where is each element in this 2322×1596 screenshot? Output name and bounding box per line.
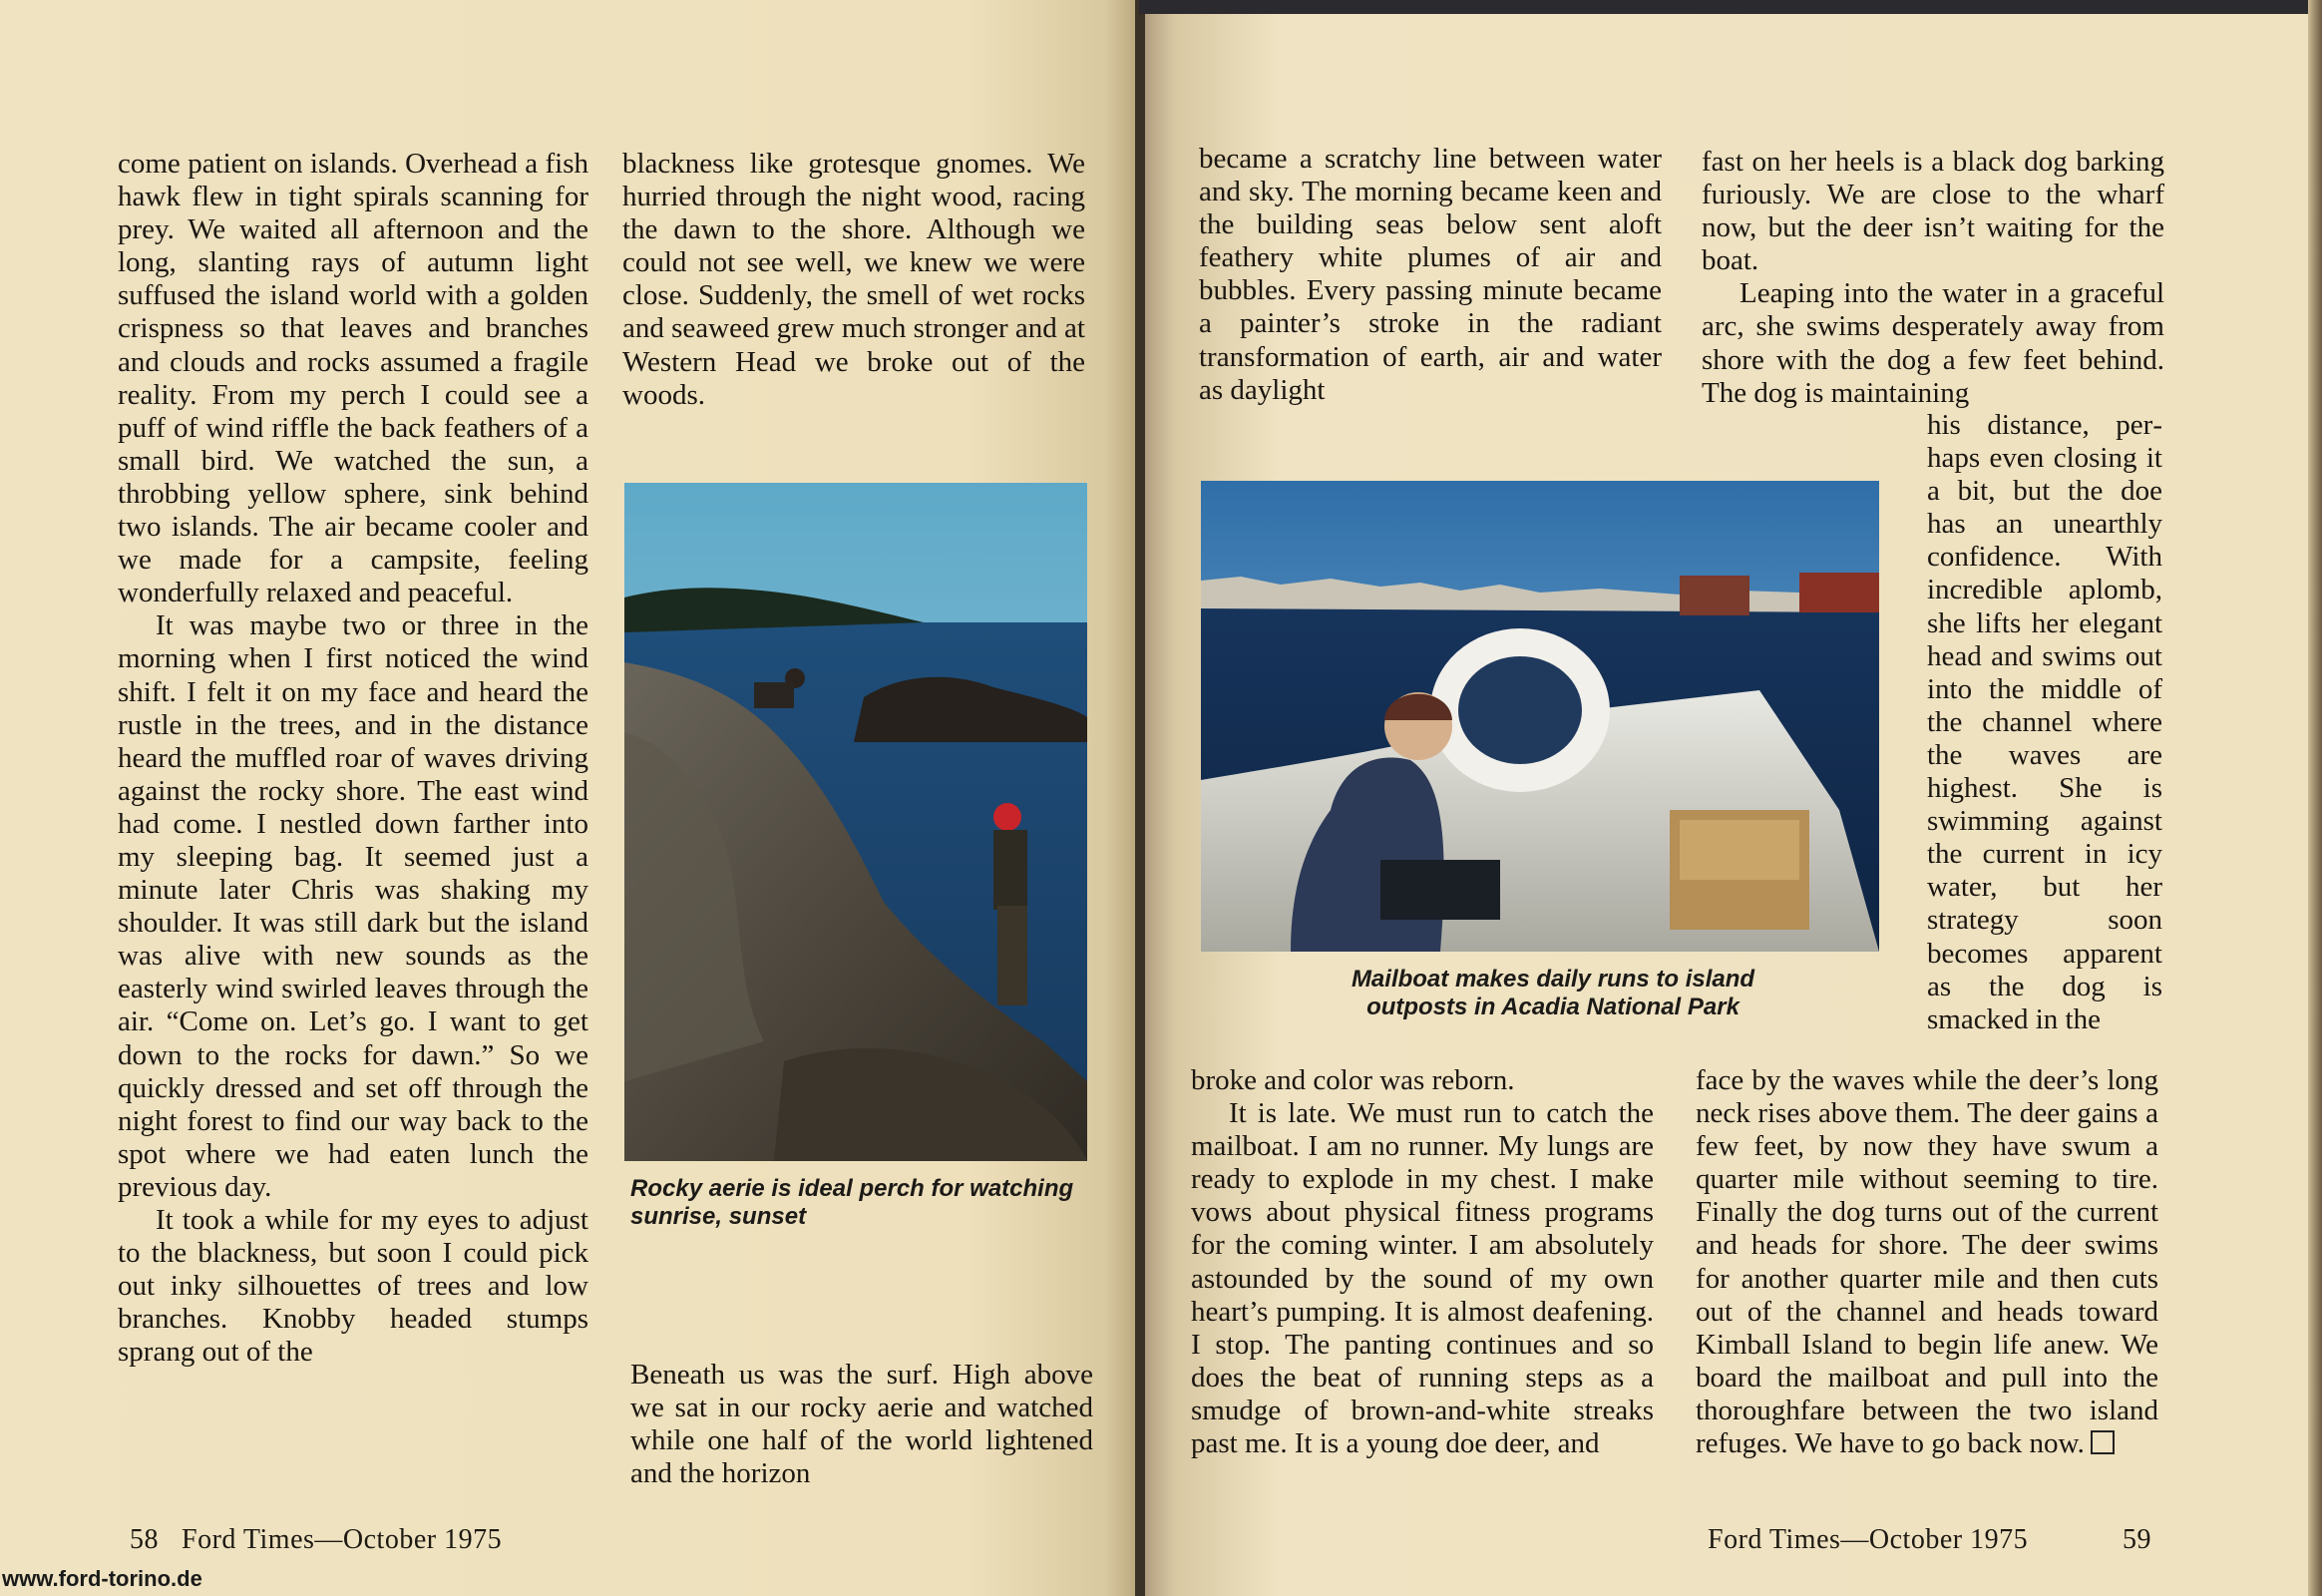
right-footer-title: Ford Times—October 1975 [1708,1524,2029,1555]
paragraph: It was maybe two or three in the morning when I first noticed the wind shift. I felt it on my face and heard the rustle in the trees, and in the distance heard the muffled roar of waves driving against the rocky shore. The east wind had come. I nestled down farther into my sleeping bag. It seemed just a minute later Chris was shaking my shoulder. It was still dark but the island was alive with new sounds as the easterly wind swirled leaves through the air. “Come on. Let’s go. I want to get down to the rocks for dawn.” So we quickly dressed and set off through the night forest to find our way back to the spot where we had eaten lunch the previous day. [118,609,588,1203]
paragraph: blackness like grotesque gnomes. We hurried through the night wood, racing the dawn to the shore. Although we could not see well, we knew we were close. Suddenly, the smell of wet rocks and seaweed grew much stronger and at Western Head we broke out of the woods. [622,148,1085,411]
paragraph: It took a while for my eyes to adjust to the blackness, but soon I could pick out inky silhouettes of trees and low branches. Knobby headed stumps sprang out of the [118,1204,588,1369]
right-page-number: 59 [2123,1524,2151,1555]
left-photo-caption: Rocky aerie is ideal perch for watching sunrise, sunset [630,1175,1074,1230]
paragraph [1696,1064,2158,1460]
paragraph: his distance, perhaps even closing it a bit, but the doe has an unearthly confidence. With incredible aplomb, she lifts her elegant head and swims out into the middle of the channel where the waves are highest. She is swimming against the current in icy water, but her strategy soon becomes apparent as the dog is smacked in the [1927,409,2162,1035]
paragraph: It is late. We must run to catch the mailboat. I am no runner. My lungs are ready to explode in my chest. I make vows about physical fitness programs for the coming winter. I am absolutely astounded by the sound of my own heart’s pumping. It is almost deafening. I stop. The panting continues and so does the beat of running steps as a smudge of brown-and-white streaks past me. It is a young doe deer, and [1191,1097,1654,1460]
rocky-aerie-photo [624,483,1087,1161]
end-mark-icon [2091,1430,2115,1454]
mailboat-photo [1201,481,1879,952]
right-column-2-narrow [1927,409,2162,1036]
paragraph: Beneath us was the surf. High above we sat in our rocky aerie and watched while one half of the world lightened and the horizon [630,1359,1093,1490]
left-page-number: 58 [130,1524,159,1555]
right-photo-caption: Mailboat makes daily runs to island outposts in Acadia National Park [1351,966,1755,1020]
book-binding [1135,0,1145,1596]
left-column-1 [118,148,588,1369]
paragraph-text: face by the waves while the deer’s long neck rises above them. The deer gains a few feet, by now they have swum a quarter mile without seeming to tire. Finally the dog turns out of the current and heads for shore. The deer swims for another quarter mile and then cuts out of the channel and heads toward Kimball Island to begin life anew. We board the mailboat and pull into the thoroughfare between the two island refuges. We have to go back now. [1696,1064,2158,1460]
book-edge [2308,0,2322,1596]
right-column-2-bottom [1696,1064,2158,1460]
left-column-2-bottom [630,1359,1093,1490]
right-column-2-top [1702,146,2164,410]
paragraph: became a scratchy line between water and sky. The morning became keen and the building seas below sent aloft feathery white plumes of air and bubbles. Every passing minute became a painter’s stroke in the radiant transformation of earth, air and water as daylight [1199,143,1662,406]
left-footer-title: Ford Times—October 1975 [182,1524,503,1555]
paragraph: Leaping into the water in a graceful arc, she swims desperately away from shore with the dog a few feet behind. The dog is maintaining [1702,277,2164,409]
paragraph: come patient on islands. Overhead a fish hawk flew in tight spirals scanning for prey. We waited all afternoon and the long, slanting rays of autumn light suffused the island world with a golden crispness so that leaves and branches and clouds and rocks assumed a fragile reality. From my perch I could see a puff of wind riffle the back feathers of a small bird. We watched the sun, a throbbing yellow sphere, sink behind two islands. The air became cooler and we made for a campsite, feeling wonderfully relaxed and peaceful. [118,148,588,609]
left-column-2-top [622,148,1085,412]
paragraph: broke and color was reborn. [1191,1064,1515,1096]
paragraph: fast on her heels is a black dog barking furiously. We are close to the wharf now, but the deer isn’t waiting for the boat. [1702,146,2164,277]
right-column-1-bottom [1191,1064,1654,1460]
right-column-1-top [1199,143,1662,407]
watermark: www.ford-torino.de [2,1566,202,1591]
page-top-edge [1139,0,2322,14]
